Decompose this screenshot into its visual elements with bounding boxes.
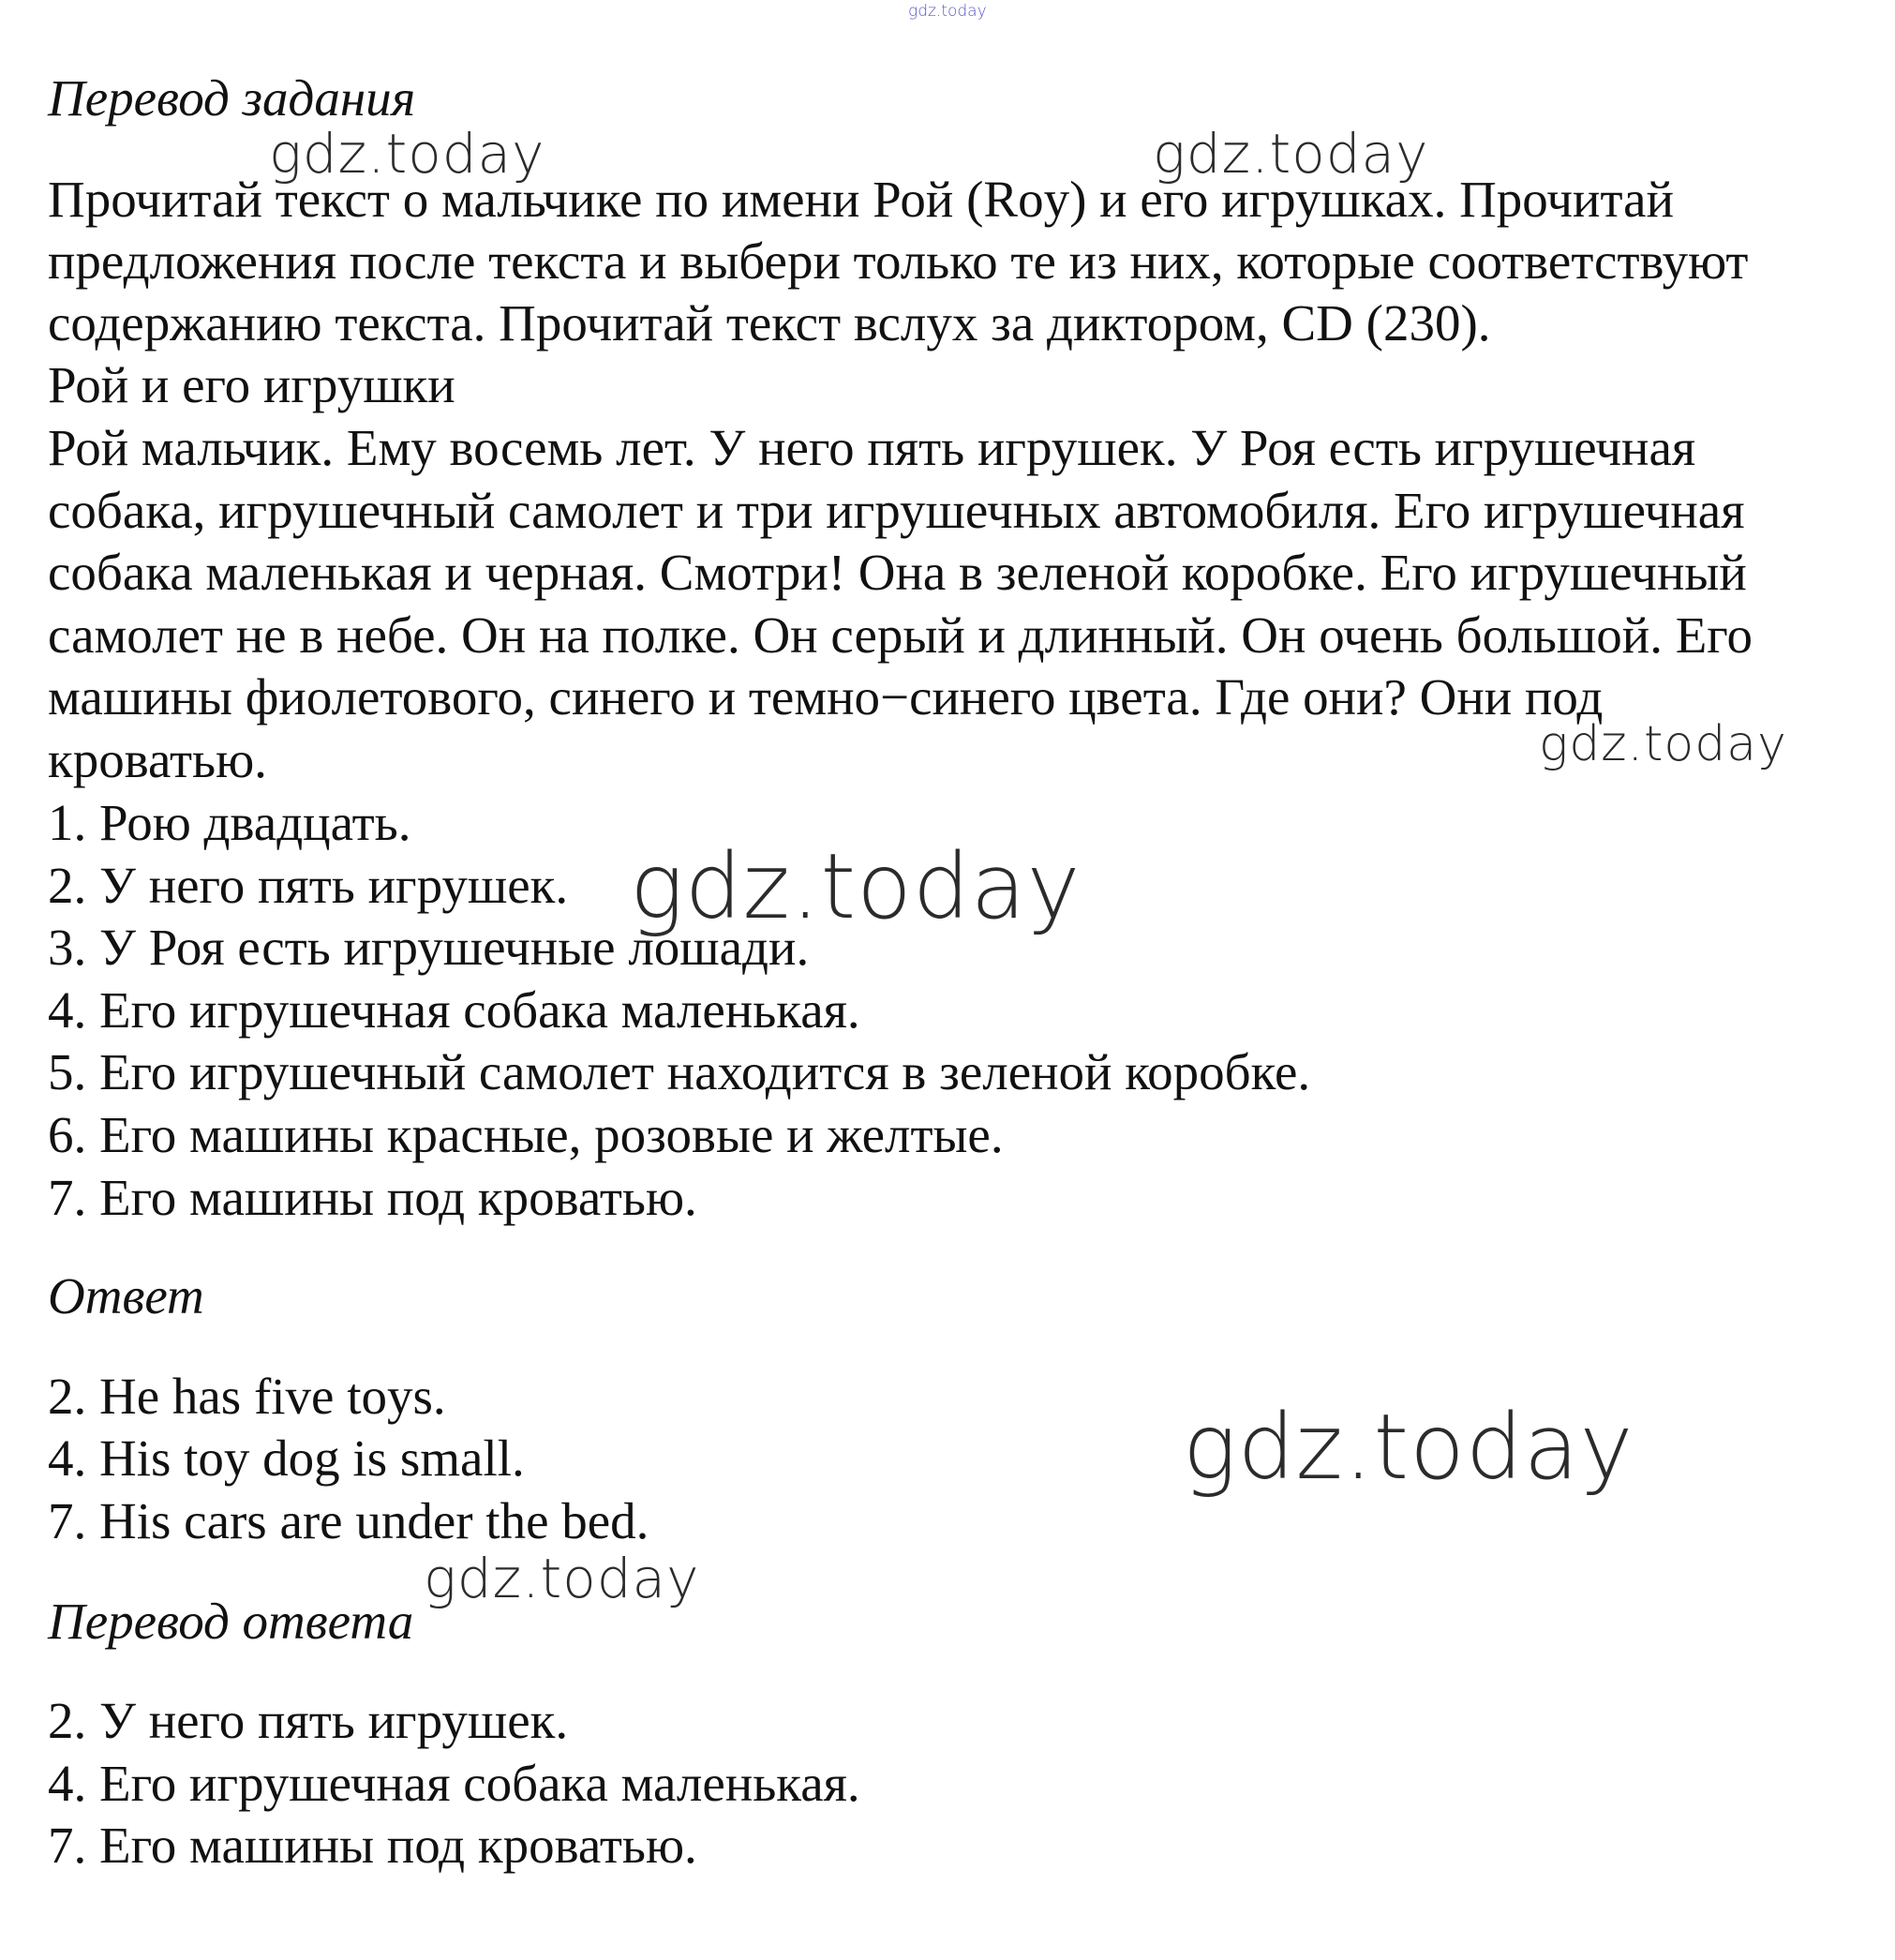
watermark: gdz.today (1539, 716, 1787, 772)
answer-translation-line: 4. Его игрушечная собака маленькая. (48, 1755, 860, 1812)
answer-translation-line: 2. У него пять игрушек. (48, 1692, 569, 1749)
statement-item: 2. У него пять игрушек. (48, 857, 569, 914)
watermark: gdz.today (424, 1547, 700, 1610)
watermark: gdz.today (269, 122, 545, 186)
statement-item: 1. Рою двадцать. (48, 794, 411, 851)
answer-line: 2. He has five toys. (48, 1368, 446, 1425)
statement-item: 5. Его игрушечный самолет находится в зеленой коробке. (48, 1043, 1311, 1100)
instruction-line: предложения после текста и выбери только те из них, которые соответствуют (48, 232, 1749, 290)
watermark-top: gdz.today (908, 2, 987, 21)
story-line: Рой мальчик. Ему восемь лет. У него пять игрушек. У Роя есть игрушечная (48, 419, 1696, 476)
story-line: самолет не в небе. Он на полке. Он серый и длинный. Он очень большой. Его (48, 606, 1753, 664)
story-line: собака маленькая и черная. Смотри! Она в зеленой коробке. Его игрушечный (48, 544, 1747, 601)
answer-line: 7. His cars are under the bed. (48, 1492, 649, 1549)
story-title: Рой и его игрушки (48, 356, 455, 413)
task-heading: Перевод задания (48, 69, 416, 127)
answer-heading: Ответ (48, 1267, 204, 1324)
statement-item: 6. Его машины красные, розовые и желтые. (48, 1106, 1004, 1163)
story-line: машины фиолетового, синего и темно−синего цвета. Где они? Они под (48, 668, 1604, 726)
instruction-line: содержанию текста. Прочитай текст вслух за диктором, CD (230). (48, 294, 1491, 352)
statement-item: 7. Его машины под кроватью. (48, 1169, 697, 1226)
answer-line: 4. His toy dog is small. (48, 1429, 525, 1487)
watermark: gdz.today (1183, 1395, 1634, 1500)
story-line: кроватью. (48, 731, 267, 788)
instruction-line: Прочитай текст о мальчике по имени Рой (Roy) и его игрушках. Прочитай (48, 171, 1675, 228)
watermark: gdz.today (1153, 122, 1429, 186)
answer-translation-line: 7. Его машины под кроватью. (48, 1817, 697, 1874)
statement-item: 4. Его игрушечная собака маленькая. (48, 981, 860, 1039)
story-line: собака, игрушечный самолет и три игрушечных автомобиля. Его игрушечная (48, 482, 1745, 539)
answer-translation-heading: Перевод ответа (48, 1593, 414, 1650)
watermark: gdz.today (630, 834, 1082, 939)
statement-item: 3. У Роя есть игрушечные лошади. (48, 919, 810, 976)
